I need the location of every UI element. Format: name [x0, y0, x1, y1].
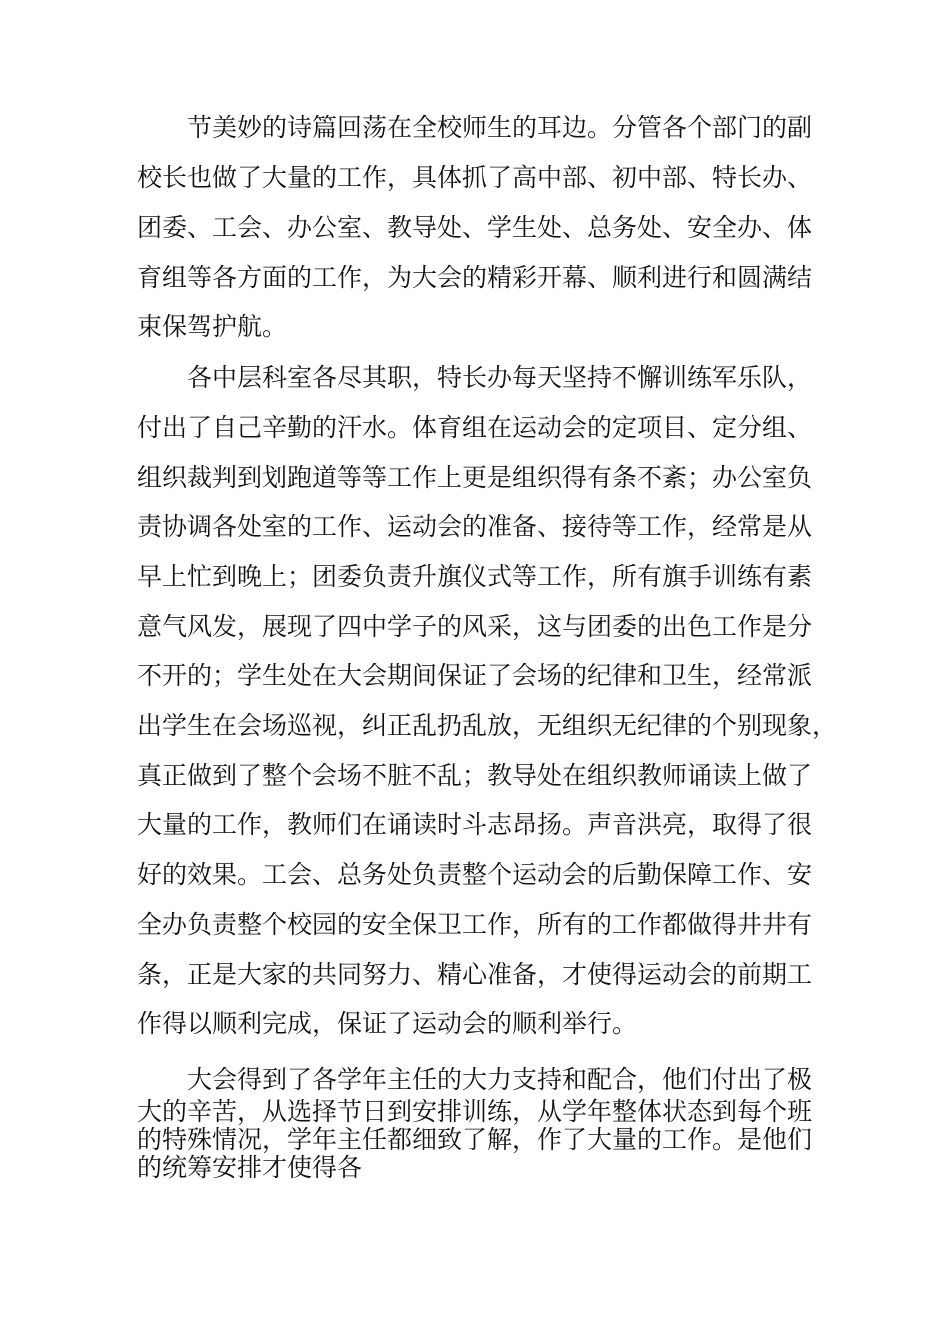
paragraph-3-line-1: 大会得到了各学年主任的大力支持和配合，他们付出了极 [137, 1065, 813, 1094]
paragraph-2-line-11: 好的效果。工会、总务处负责整个运动会的后勤保障工作、安 [137, 860, 813, 889]
paragraph-2-line-13: 条，正是大家的共同努力、精心准备，才使得运动会的前期工 [137, 960, 813, 989]
paragraph-1-line-4: 育组等各方面的工作，为大会的精彩开幕、顺利进行和圆满结 [137, 263, 813, 292]
paragraph-2-line-6: 意气风发，展现了四中学子的风采，这与团委的出色工作是分 [137, 612, 813, 641]
paragraph-2-line-12: 全办负责整个校园的安全保卫工作，所有的工作都做得井井有 [137, 910, 813, 939]
paragraph-3-line-3: 的特殊情况，学年主任都细致了解，作了大量的工作。是他们 [137, 1125, 813, 1154]
paragraph-2-line-7: 不开的；学生处在大会期间保证了会场的纪律和卫生，经常派 [137, 661, 813, 690]
paragraph-3-line-2: 大的辛苦，从选择节日到安排训练，从学年整体状态到每个班 [137, 1097, 813, 1126]
paragraph-2-line-8: 出学生在会场巡视，纠正乱扔乱放，无组织无纪律的个别现象， [137, 711, 838, 740]
paragraph-2-line-14: 作得以顺利完成，保证了运动会的顺利举行。 [137, 1009, 638, 1038]
paragraph-2-line-9: 真正做到了整个会场不脏不乱；教导处在组织教师诵读上做了 [137, 761, 813, 790]
paragraph-2-line-4: 责协调各处室的工作、运动会的准备、接待等工作，经常是从 [137, 512, 813, 541]
paragraph-1-line-1: 节美妙的诗篇回荡在全校师生的耳边。分管各个部门的副 [137, 113, 813, 142]
paragraph-3-line-4: 的统筹安排才使得各 [137, 1153, 363, 1182]
paragraph-2-line-1: 各中层科室各尽其职，特长办每天坚持不懈训练军乐队， [137, 363, 813, 392]
paragraph-2-line-10: 大量的工作，教师们在诵读时斗志昂扬。声音洪亮，取得了很 [137, 810, 813, 839]
paragraph-1-line-2: 校长也做了大量的工作，具体抓了高中部、初中部、特长办、 [137, 163, 813, 192]
paragraph-2-line-5: 早上忙到晚上；团委负责升旗仪式等工作，所有旗手训练有素 [137, 562, 813, 591]
paragraph-2-line-3: 组织裁判到划跑道等等工作上更是组织得有条不紊；办公室负 [137, 463, 813, 492]
paragraph-1-line-3: 团委、工会、办公室、教导处、学生处、总务处、安全办、体 [137, 213, 813, 242]
paragraph-2-line-2: 付出了自己辛勤的汗水。体育组在运动会的定项目、定分组、 [137, 413, 813, 442]
paragraph-1-line-5: 束保驾护航。 [137, 312, 288, 341]
